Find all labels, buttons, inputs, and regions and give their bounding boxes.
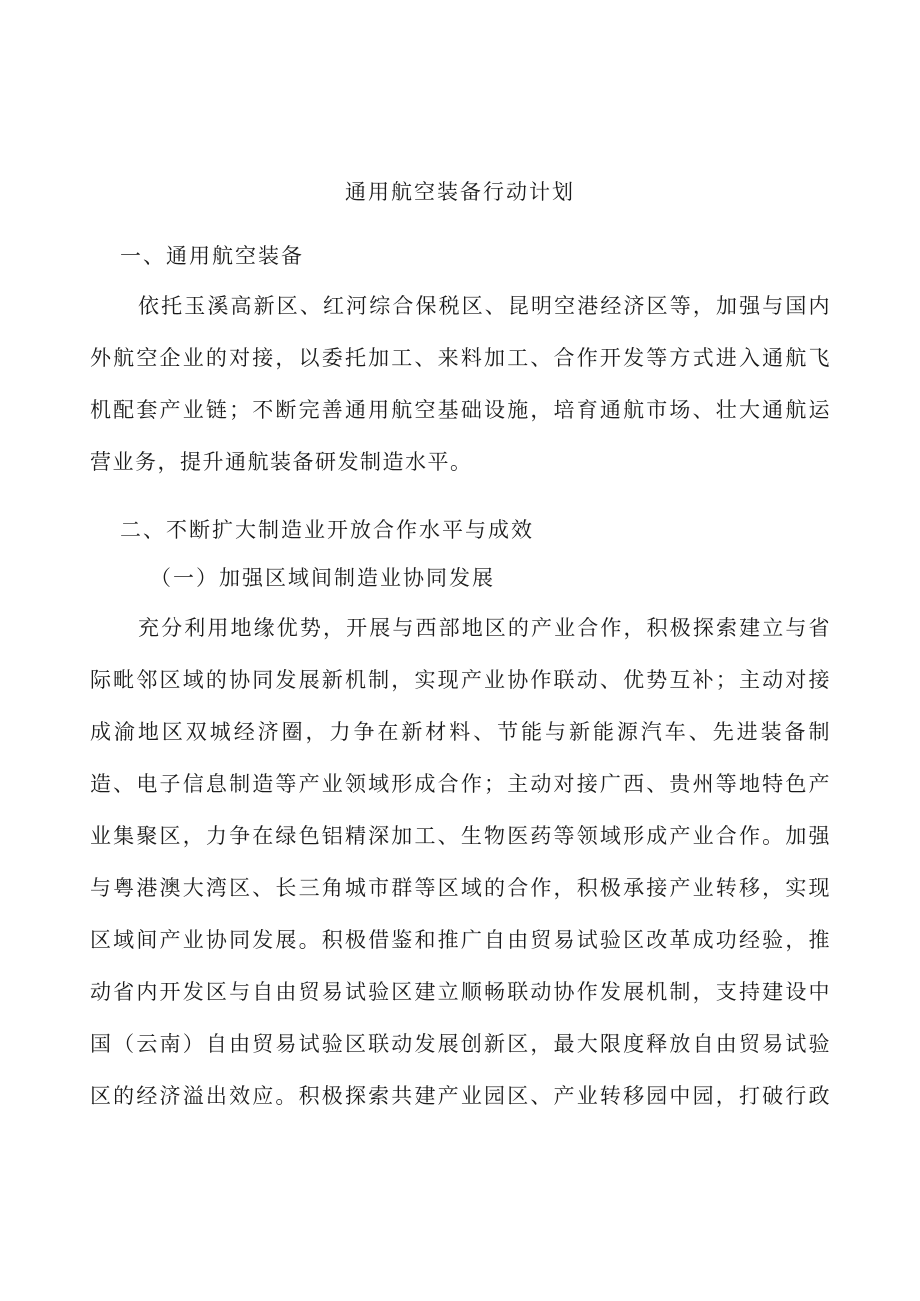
- paragraph-line: 与粤港澳大湾区、长三角城市群等区域的合作，积极承接产业转移，实现: [90, 876, 830, 900]
- paragraph-line: 动省内开发区与自由贸易试验区建立顺畅联动协作发展机制，支持建设中: [90, 980, 830, 1004]
- section2-heading: 二、不断扩大制造业开放合作水平与成效: [120, 518, 534, 542]
- paragraph-line: 国（云南）自由贸易试验区联动发展创新区，最大限度释放自由贸易试验: [90, 1032, 830, 1056]
- paragraph-line: 成渝地区双城经济圈，力争在新材料、节能与新能源汽车、先进装备制: [90, 720, 830, 744]
- section1-paragraph: [90, 280, 830, 488]
- document-title: 通用航空装备行动计划: [345, 180, 575, 204]
- section2-paragraph: [90, 602, 830, 1122]
- paragraph-line: 区的经济溢出效应。积极探索共建产业园区、产业转移园中园，打破行政: [90, 1084, 830, 1108]
- paragraph-line: 充分利用地缘优势，开展与西部地区的产业合作，积极探索建立与省: [138, 616, 830, 640]
- paragraph-line: 区域间产业协同发展。积极借鉴和推广自由贸易试验区改革成功经验，推: [90, 928, 830, 952]
- paragraph-line: 机配套产业链；不断完善通用航空基础设施，培育通航市场、壮大通航运: [90, 398, 830, 422]
- paragraph-line: 外航空企业的对接，以委托加工、来料加工、合作开发等方式进入通航飞: [90, 346, 830, 370]
- paragraph-line: 造、电子信息制造等产业领域形成合作；主动对接广西、贵州等地特色产: [90, 772, 830, 796]
- section2-subheading: （一）加强区域间制造业协同发展: [150, 566, 495, 590]
- paragraph-line: 营业务，提升通航装备研发制造水平。: [90, 450, 473, 474]
- paragraph-line: 业集聚区，力争在绿色铝精深加工、生物医药等领域形成产业合作。加强: [90, 824, 830, 848]
- section1-heading: 一、通用航空装备: [120, 244, 304, 268]
- paragraph-line: 依托玉溪高新区、红河综合保税区、昆明空港经济区等，加强与国内: [138, 294, 830, 318]
- paragraph-line: 际毗邻区域的协同发展新机制，实现产业协作联动、优势互补；主动对接: [90, 668, 830, 692]
